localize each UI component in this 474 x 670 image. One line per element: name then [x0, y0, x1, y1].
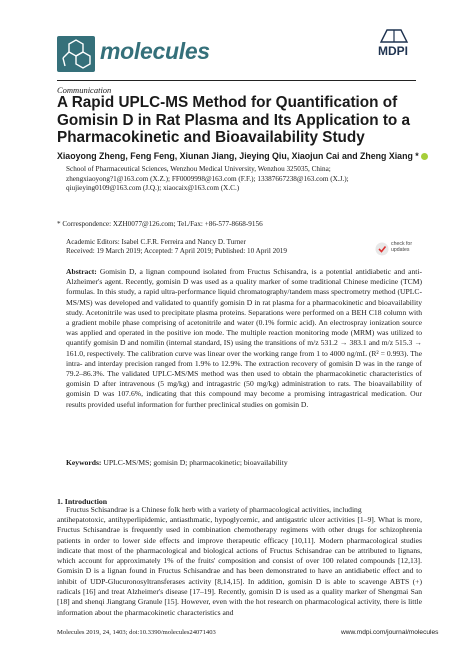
keywords	[66, 458, 288, 467]
editorial-info	[66, 238, 287, 257]
publisher-name: MDPI	[378, 44, 408, 58]
authors-text: Xiaoyong Zheng, Feng Feng, Xiunan Jiang, Jieying Qiu, Xiaojun Cai and Zheng Xiang *	[57, 151, 419, 161]
affiliation-line: School of Pharmaceutical Sciences, Wenzhou Medical University, Wenzhou 325035, China;	[66, 165, 331, 173]
publication-dates: Received: 19 March 2019; Accepted: 7 April 2019; Published: 10 April 2019	[66, 247, 287, 256]
header-divider	[57, 80, 416, 81]
footer-citation: Molecules 2019, 24, 1403; doi:10.3390/molecules24071403	[57, 629, 216, 636]
keywords-label: Keywords:	[66, 458, 102, 467]
journal-logo-icon	[57, 36, 95, 72]
check-for-updates-icon	[375, 242, 389, 256]
abstract-text: Gomisin D, a lignan compound isolated from Fructus Schisandra, is a potential antidiabetic and anti-Alzheimer's agent. Recently, gomisin D was used as a quality marker of some traditional Chinese medicine (TCM) formulas. In this study, a rapid ultra-performance liquid chromatography/tandem mass spectrometry method (UPLC-MS/MS) was developed and validated to quantify gomisin D in rat plasma for a pharmacokinetic and bioavailability study. Acetonitrile was used to precipitate plasma proteins. Separations were performed on a BEH C18 column with a gradient mobile phase comprising of acetonitrile and water (0.1% formic acid). An electrospray ionization source was applied and operated in the positive ion mode. The multiple reaction monitoring mode (MRM) was utilized to quantify gomisin D and nomilin (internal standard, IS) using the transitions of m/z 531.2 → 383.1 and m/z 515.3 → 161.0, respectively. The calibration curve was linear over the working range from 1 to 4000 ng/mL (R² = 0.993). The intra- and interday precision ranged from 1.9% to 12.9%. The extraction recovery of gomisin D was in the range of 79.2–86.3%. The validated UPLC-MS/MS method was then used to obtain the pharmacokinetic characteristics of gomisin D after intravenous (5 mg/kg) and intragastric (50 mg/kg) administration to rats. The bioavailability of gomisin D was 107.6%, indicating that this compound may become a promising intragastrical medication. Our results provided useful information for further preclinical studies on gomisin D.	[66, 267, 422, 409]
intro-first-line: Fructus Schisandrae is a Chinese folk herb with a variety of pharmacological activities, including	[66, 505, 362, 514]
affiliation-line: zhengxiaoyong?1@163.com (X.Z.); FF0009998@163.com (F.F.); 13387667238@163.com (X.J.);	[66, 174, 349, 183]
author-list	[57, 151, 428, 161]
affiliation	[66, 165, 426, 194]
check-for-updates-label: check for updates	[391, 241, 413, 253]
journal-name: molecules	[100, 38, 210, 64]
footer-link[interactable]: www.mdpi.com/journal/molecules	[341, 629, 439, 636]
section-heading: 1. Introduction	[57, 497, 108, 506]
correspondence: * Correspondence: XZH0077@126.com; Tel./Fax: +86-577-8668-9156	[57, 220, 263, 228]
academic-editors: Academic Editors: Isabel C.F.R. Ferreira and Nancy D. Turner	[66, 238, 246, 246]
check-for-updates-button[interactable]	[375, 240, 415, 260]
mdpi-logo-icon	[377, 29, 411, 43]
article-type: Communication	[57, 85, 112, 95]
intro-body: antihepatotoxic, antihyperlipidemic, antiasthmatic, hypoglycemic, and antigastric ulcer activities [1–9]. What is more, Fructus Schisandrae is frequently used in combination chemotherapy regimens with other drugs for schizophrenia patients in order to lower side effects and improve therapeutic efficacy [10,11]. Modern pharmacological studies indicate that most of the pharmacological and biological actions of Fructus Schisandrae can be attributed to lignans, which account for approximately 1% of the fruits' composition and consist of over 100 related compounds [12,13]. Gomisin D is a lignan found in Fructus Schisandrae and has been demonstrated to have an antidiabetic effect and to inhibit of UDP-Glucuronosyltransferases activity [8,14,15]. In addition, gomisin D is able to scavenge ABTS (+) radicals [16] and treat Alzheimer's disease [17–19]. Recently, gomisin D is used as a quality marker of Shengmai San [18] and shenqi Jiangtang Granule [15]. However, even with the hot research on pharmacological activity, there is little information about the pharmacokinetic characteristics and	[57, 515, 422, 617]
abstract	[66, 267, 422, 410]
affiliation-line: qiujieying0109@163.com (J.Q.); xiaocaix@163.com (X.C.)	[66, 184, 240, 192]
orcid-icon[interactable]	[421, 153, 428, 160]
article-title: A Rapid UPLC-MS Method for Quantification of Gomisin D in Rat Plasma and Its Application to a Pharmacokinetic and Bioavailability Study	[57, 94, 411, 146]
keywords-text: UPLC-MS/MS; gomisin D; pharmacokinetic; bioavailability	[103, 458, 288, 467]
abstract-label: Abstract:	[66, 267, 97, 276]
